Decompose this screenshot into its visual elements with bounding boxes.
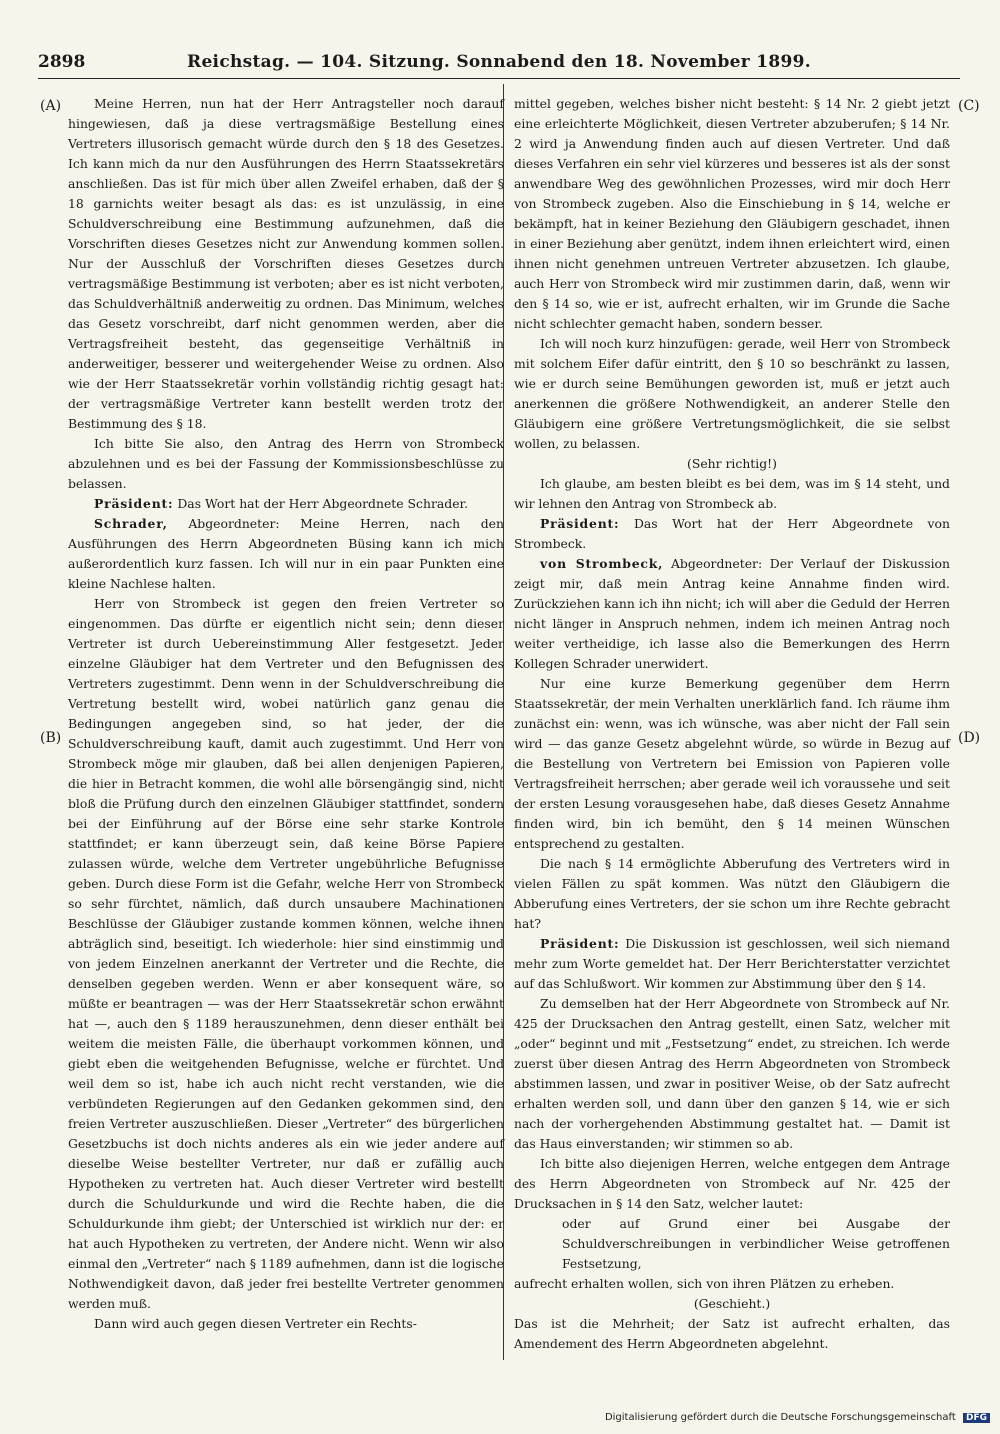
paragraph: mittel gegeben, welches bisher nicht besteht: § 14 Nr. 2 giebt jetzt eine erleichterte Möglichkeit, diesen Vertreter abzuberufen; § 14 Nr. 2 wird ja Anwendung finden auch auf diesen Vertreter. Und daß dieses Verfahren ein sehr viel kürzeres und besseres ist als der sonst anwendbare Weg des gewöhnlichen Prozesses, wird mir doch Herr von Strombeck zugeben. Also die Einschiebung in § 14, welche er bekämpft, hat in keiner Beziehung den Gläubigern geschadet, ihnen in einer Beziehung aber genützt, indem ihnen erleichtert wird, einen ihnen nicht genehmen untreuen Vertreter abzusetzen. Ich glaube, auch Herr von Strombeck wird mir zustimmen darin, daß, wenn wir den § 14 so, wie er ist, aufrecht erhalten, wir im Grunde die Sache nicht schlechter gemacht haben, sondern besser.	[514, 96, 950, 331]
left-column	[68, 94, 504, 1334]
paragraph: Ich bitte also diejenigen Herren, welche entgegen dem Antrage des Herrn Abgeordneten von Strombeck auf Nr. 425 der Drucksachen in § 14 den Satz, welcher lautet:	[514, 1156, 950, 1211]
margin-mark-b: (B)	[40, 730, 62, 746]
speech-text: Abgeordneter: Meine Herren, nach den Ausführungen des Herrn Abgeordneten Büsing kann ich mich außerordentlich kurz fassen. Ich will nur in ein paar Punkten eine kleine Nachlese halten.	[68, 516, 504, 591]
paragraph: Ich will noch kurz hinzufügen: gerade, weil Herr von Strombeck mit solchem Eifer dafür eintritt, den § 10 so beschränkt zu lassen, wie er durch seine Bemühungen geworden ist, muß er jetzt auch anerkennen die größere Nothwendigkeit, an anderer Stelle den Gläubigern eine größere Vertretungsmöglichkeit, die sie selbst wollen, zu belassen.	[514, 336, 950, 451]
speaker-paragraph	[514, 934, 950, 994]
paragraph: Dann wird auch gegen diesen Vertreter ein Rechts-	[94, 1316, 417, 1331]
speaker-name: Präsident:	[540, 516, 620, 531]
footer-credit	[605, 1412, 990, 1423]
paragraph: Ich glaube, am besten bleibt es bei dem, was im § 14 steht, und wir lehnen den Antrag von Strombeck ab.	[514, 476, 950, 511]
paragraph: Die nach § 14 ermöglichte Abberufung des Vertreters wird in vielen Fällen zu spät kommen. Was nützt den Gläubigern die Abberufung eines Vertreters, der sie schon um ihre Rechte gebracht hat?	[514, 856, 950, 931]
margin-mark-d: (D)	[958, 730, 981, 746]
speaker-name: von Strombeck,	[540, 556, 664, 571]
quoted-clause: oder auf Grund einer bei Ausgabe der Schuldverschreibungen in verbindlicher Weise getroffenen Festsetzung,	[562, 1216, 950, 1271]
speech-text: Abgeordneter: Der Verlauf der Diskussion zeigt mir, daß mein Antrag keine Annahme finden wird. Zurückziehen kann ich ihn nicht; ich will aber die Geduld der Herren nicht länger in Anspruch nehmen, indem ich meinen Antrag noch weiter vertheidige, ich lasse also die Bemerkungen des Herrn Kollegen Schrader unerwidert.	[514, 556, 950, 671]
interjection: (Sehr richtig!)	[687, 456, 777, 471]
page-header	[38, 50, 960, 79]
paragraph: Herr von Strombeck ist gegen den freien Vertreter so eingenommen. Das dürfte er eigentlich nicht sein; denn dieser Vertreter ist durch Uebereinstimmung Aller festgesetzt. Jeder einzelne Gläubiger hat dem Vertreter und den Befugnissen des Vertreters zugestimmt. Denn wenn in der Schuldverschreibung die Vertretung bestellt wird, wobei natürlich ganz genau die Bedingungen angegeben sind, so hat jeder, der die Schuldverschreibung kauft, damit auch zugestimmt. Und Herr von Strombeck möge mir glauben, daß bei allen denjenigen Papieren, die hier in Betracht kommen, die wohl alle börsengängig sind, nicht bloß die Prüfung durch den einzelnen Gläubiger stattfindet, sondern bei der Einführung auf der Börse eine sehr starke Kontrole stattfindet; er kann überzeugt sein, daß keine Börse Papiere zulassen würde, welche dem Vertreter ungebührliche Befugnisse geben. Durch diese Form ist die Gefahr, welche Herr von Strombeck so sehr fürchtet, nämlich, daß durch unsaubere Machinationen Beschlüsse der Gläubiger zustande kommen können, welche ihnen abträglich sind, beseitigt. Ich wiederhole: hier sind einstimmig und von jedem Einzelnen anerkannt der Vertreter und die Rechte, die denselben gegeben werden. Wenn er aber konsequent wäre, so müßte er beantragen — was der Herr Staatssekretär schon erwähnt hat —, auch den § 1189 herauszunehmen, denn dieser enthält bei weitem die meisten Fälle, die überhaupt vorkommen können, und giebt eben die weitgehenden Befugnisse, welche er fürchtet. Und weil dem so ist, habe ich auch nicht recht verstanden, wie die verbündeten Regierungen auf den Gedanken gekommen sind, den freien Vertreter auszuschließen. Dieser „Vertreter“ des bürgerlichen Gesetzbuchs ist doch nichts anderes als ein wie jeder andere auf dieselbe Weise bestellter Vertreter, nur daß er zufällig auch Hypotheken zu vertreten hat. Auch dieser Vertreter wird bestellt durch die Schuldurkunde und wird die Rechte haben, die die Schuldurkunde ihm giebt; der Unterschied ist wirklich nur der: er hat auch Hypotheken zu vertreten, der Andere nicht. Wenn wir also einmal den „Vertreter“ nach § 1189 aufnehmen, dann ist die logische Nothwendigkeit davon, daß jeder frei bestellte Vertreter genommen werden muß.	[68, 596, 504, 1311]
interjection: (Geschieht.)	[693, 1296, 771, 1311]
speaker-paragraph	[514, 554, 950, 674]
footer-text: Digitalisierung gefördert durch die Deutsche Forschungsgemeinschaft	[604, 1412, 956, 1423]
margin-mark-c: (C)	[958, 98, 980, 114]
right-column	[514, 94, 950, 1354]
paragraph: Ich bitte Sie also, den Antrag des Herrn von Strombeck abzulehnen und es bei der Fassung der Kommissionsbeschlüsse zu belassen.	[68, 436, 504, 491]
page-number: 2898	[38, 52, 86, 72]
speaker-paragraph	[514, 514, 950, 554]
speech-text: Das Wort hat der Herr Abgeordnete Schrader.	[177, 496, 469, 511]
speaker-name: Präsident:	[540, 936, 620, 951]
page-title: Reichstag. — 104. Sitzung. Sonnabend den 18. November 1899.	[187, 52, 811, 72]
speaker-name: Präsident:	[94, 496, 174, 511]
speaker-paragraph	[68, 514, 504, 594]
paragraph: aufrecht erhalten wollen, sich von ihren Plätzen zu erheben.	[514, 1276, 895, 1291]
paragraph: Das ist die Mehrheit; der Satz ist aufrecht erhalten, das Amendement des Herrn Abgeordneten abgelehnt.	[514, 1316, 950, 1351]
dfg-logo: DFG	[963, 1413, 990, 1423]
paragraph: Nur eine kurze Bemerkung gegenüber dem Herrn Staatssekretär, der mein Verhalten unerklärlich fand. Ich räume ihm zunächst ein: wenn, was ich wünsche, was aber nicht der Fall sein wird — das ganze Gesetz abgelehnt würde, so würde in Bezug auf die Bestellung von Vertretern bei Emission von Papieren volle Vertragsfreiheit herrschen; aber gerade weil ich voraussehe und seit der ersten Lesung vorausgesehen habe, daß dieses Gesetz Annahme finden wird, bin ich bemüht, den § 14 meinen Wünschen entsprechend zu gestalten.	[514, 676, 950, 851]
speech-text: Das Wort hat der Herr Abgeordnete von Strombeck.	[514, 516, 950, 551]
speaker-name: Schrader,	[94, 516, 168, 531]
paragraph: Zu demselben hat der Herr Abgeordnete von Strombeck auf Nr. 425 der Drucksachen den Antrag gestellt, einen Satz, welcher mit „oder“ beginnt und mit „Festsetzung“ endet, zu streichen. Ich werde zuerst über diesen Antrag des Herrn Abgeordneten von Strombeck abstimmen lassen, und zwar in positiver Weise, ob der Satz aufrecht erhalten werden soll, und dann über den ganzen § 14, wie er sich nach der vorhergehenden Abstimmung gestaltet hat. — Damit ist das Haus einverstanden; wir stimmen so ab.	[514, 996, 950, 1151]
paragraph: Meine Herren, nun hat der Herr Antragsteller noch darauf hingewiesen, daß ja diese vertragsmäßige Bestellung eines Vertreters illusorisch gemacht würde durch den § 18 des Gesetzes. Ich kann mich da nur den Ausführungen des Herrn Staatssekretärs anschließen. Das ist für mich über allen Zweifel erhaben, daß der § 18 garnichts weiter besagt als das: es ist unzulässig, in eine Schuldverschreibung eine Bestimmung aufzunehmen, daß die Vorschriften dieses Gesetzes nicht zur Anwendung kommen sollen. Nur der Ausschluß der Vorschriften dieses Gesetzes durch vertragsmäßige Bestimmung ist verboten; aber es ist nicht verboten, das Schuldverhältniß anderweitig zu ordnen. Das Minimum, welches das Gesetz vorschreibt, darf nicht genommen werden, aber die Vertragsfreiheit besteht, das gegenseitige Verhältniß in anderweitiger, besserer und weitergehender Weise zu ordnen. Also wie der Herr Staatssekretär vorhin vollständig richtig gesagt hat: der vertragsmäßige Vertreter kann bestellt werden trotz der Bestimmung des § 18.	[68, 96, 504, 431]
speech-text: Die Diskussion ist geschlossen, weil sich niemand mehr zum Worte gemeldet hat. Der Herr Berichterstatter verzichtet auf das Schlußwort. Wir kommen zur Abstimmung über den § 14.	[514, 936, 950, 991]
speaker-paragraph	[68, 494, 504, 514]
margin-mark-a: (A)	[40, 98, 62, 114]
